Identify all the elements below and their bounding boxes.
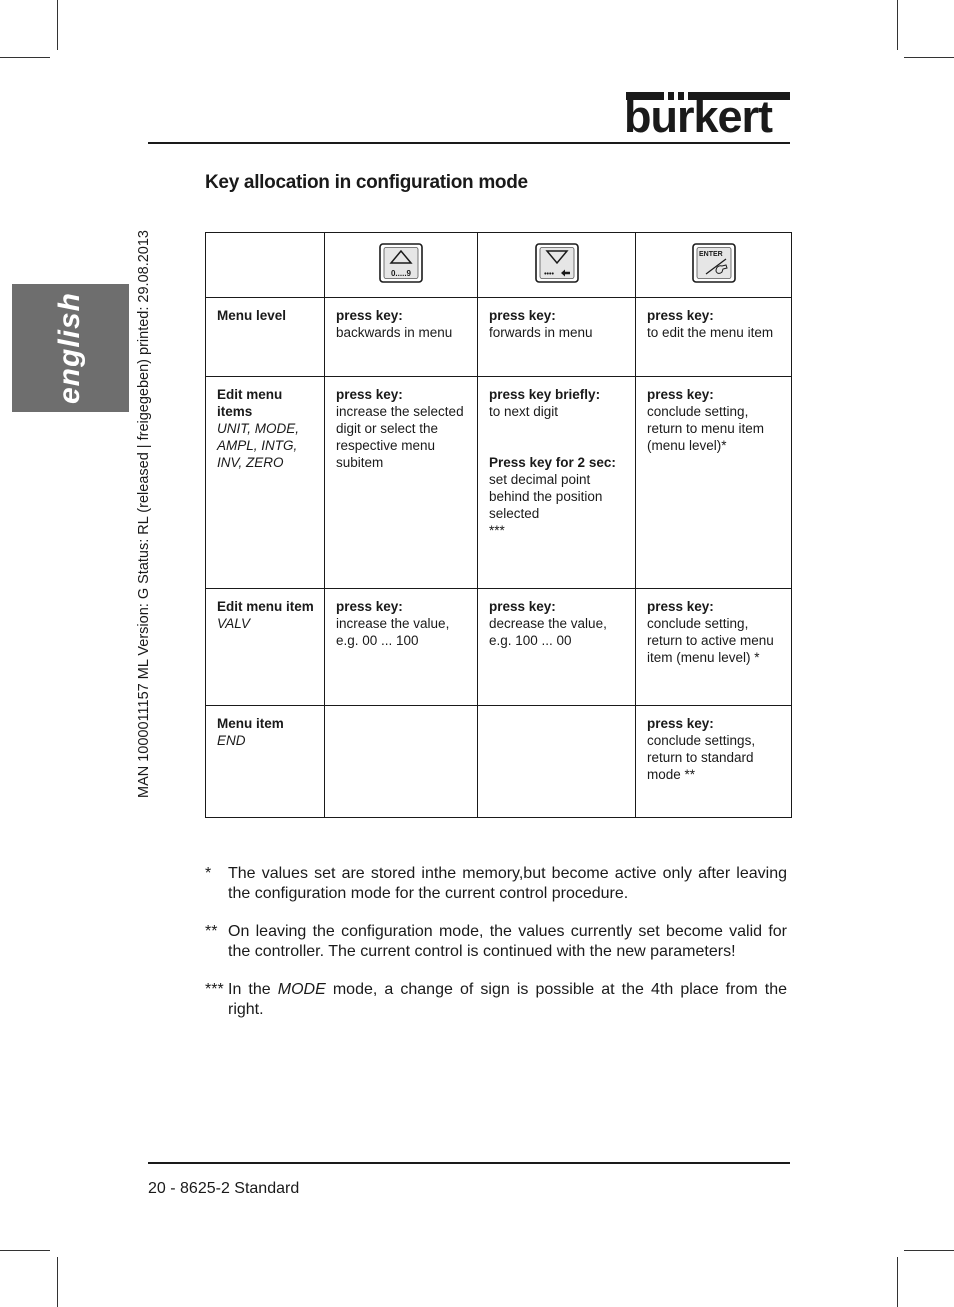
action-text: to next digit — [489, 404, 559, 419]
footnote — [205, 864, 787, 903]
down-key-cell — [478, 298, 636, 377]
action-text: conclude setting, return to active menu item (menu level) * — [647, 616, 774, 665]
enter-key-cell — [636, 377, 792, 589]
down-key-cell — [478, 589, 636, 706]
action-text: to edit the menu item — [647, 325, 774, 340]
crop-mark — [904, 57, 954, 58]
crop-mark — [897, 1257, 898, 1307]
mode-cell — [206, 589, 325, 706]
up-key-cell — [325, 706, 478, 818]
crop-mark — [897, 0, 898, 50]
table-row — [206, 377, 792, 589]
page-footer: 20 - 8625-2 Standard — [148, 1180, 300, 1197]
table-row — [206, 706, 792, 818]
action-text: decrease the value, e.g. 100 ... 00 — [489, 616, 607, 648]
up-key-header — [325, 233, 478, 298]
up-key-cell — [325, 377, 478, 589]
crop-mark — [57, 1257, 58, 1307]
action-title: press key: — [647, 387, 714, 402]
crop-mark — [0, 1250, 50, 1251]
action-title: press key: — [336, 599, 403, 614]
action-text: increase the value, e.g. 00 ... 100 — [336, 616, 450, 648]
action-title: press key: — [647, 599, 714, 614]
footer-rule — [148, 1162, 790, 1164]
footnote-mark: *** — [205, 981, 224, 998]
footnote-mark: ** — [205, 923, 218, 940]
up-key-label: 0.....9 — [390, 269, 412, 278]
down-key-header — [478, 233, 636, 298]
down-key-label: •••• — [543, 271, 554, 278]
mode-title: Menu item — [217, 716, 284, 731]
mode-title: Edit menu item — [217, 599, 314, 614]
brand-logo — [624, 91, 790, 142]
enter-key-cell — [636, 298, 792, 377]
action-text: increase the selected digit or select the respective menu subitem — [336, 404, 464, 470]
action-title: press key: — [489, 308, 556, 323]
action-text-long-press: set decimal point behind the position selected — [489, 472, 603, 521]
footnote — [205, 922, 787, 961]
up-key-cell — [325, 589, 478, 706]
document-metadata: MAN 1000011157 ML Version: G Status: RL (released | freigegeben) printed: 29.08.2013 — [136, 229, 152, 799]
action-title: press key: — [489, 599, 556, 614]
action-title: press key: — [647, 716, 714, 731]
mode-title: Edit menu items — [217, 387, 283, 419]
enter-key-cell — [636, 589, 792, 706]
enter-key-label: ENTER — [698, 251, 723, 258]
enter-key-icon — [692, 243, 736, 283]
action-text: conclude settings, return to standard mode ** — [647, 733, 756, 782]
down-key-cell — [478, 706, 636, 818]
mode-subtitle: UNIT, MODE, AMPL, INTG, INV, ZERO — [217, 421, 300, 470]
enter-key-header — [636, 233, 792, 298]
action-text: forwards in menu — [489, 325, 593, 340]
down-key-cell — [478, 377, 636, 589]
language-label: english — [53, 291, 86, 405]
footnotes — [205, 864, 787, 1038]
footnote-emphasis: MODE — [277, 981, 326, 998]
crop-mark — [57, 0, 58, 50]
crop-mark — [904, 1250, 954, 1251]
action-title-long-press: Press key for 2 sec: — [489, 455, 616, 470]
action-title: press key: — [336, 308, 403, 323]
mode-subtitle: END — [217, 733, 246, 748]
mode-cell — [206, 298, 325, 377]
enter-key-cell — [636, 706, 792, 818]
key-allocation-table — [205, 232, 792, 818]
action-text: conclude setting, return to menu item (menu level)* — [647, 404, 765, 453]
header-rule — [148, 142, 790, 144]
table-header-empty — [206, 233, 325, 298]
up-arrow-key-icon — [379, 243, 423, 283]
language-tab — [12, 284, 129, 412]
logo-wordmark: burkert — [624, 91, 773, 142]
footnote-text: The values set are stored inthe memory,but become active only after leaving the configuration mode for the current control procedure. — [228, 865, 787, 902]
footnote-ref: *** — [489, 523, 505, 538]
mode-cell — [206, 706, 325, 818]
action-text: backwards in menu — [336, 325, 453, 340]
up-key-cell — [325, 298, 478, 377]
action-title: press key: — [647, 308, 714, 323]
footnote-text-end: mode, a change of sign is possible at the 4th place from the right. — [228, 981, 788, 1018]
mode-title: Menu level — [217, 308, 287, 323]
mode-cell — [206, 377, 325, 589]
footnote-mark: * — [205, 865, 212, 882]
down-arrow-key-icon — [535, 243, 579, 283]
footnote-text: On leaving the configuration mode, the values currently set become valid for the controller. The current control is continued with the new parameters! — [228, 923, 787, 960]
footnote — [205, 980, 787, 1019]
table-row — [206, 298, 792, 377]
page-title: Key allocation in configuration mode — [205, 172, 528, 193]
action-title: press key: — [336, 387, 403, 402]
action-title: press key briefly: — [489, 387, 601, 402]
mode-subtitle: VALV — [217, 616, 251, 631]
table-header-row — [206, 233, 792, 298]
crop-mark — [0, 57, 50, 58]
footnote-text: In the — [228, 981, 278, 998]
table-row — [206, 589, 792, 706]
